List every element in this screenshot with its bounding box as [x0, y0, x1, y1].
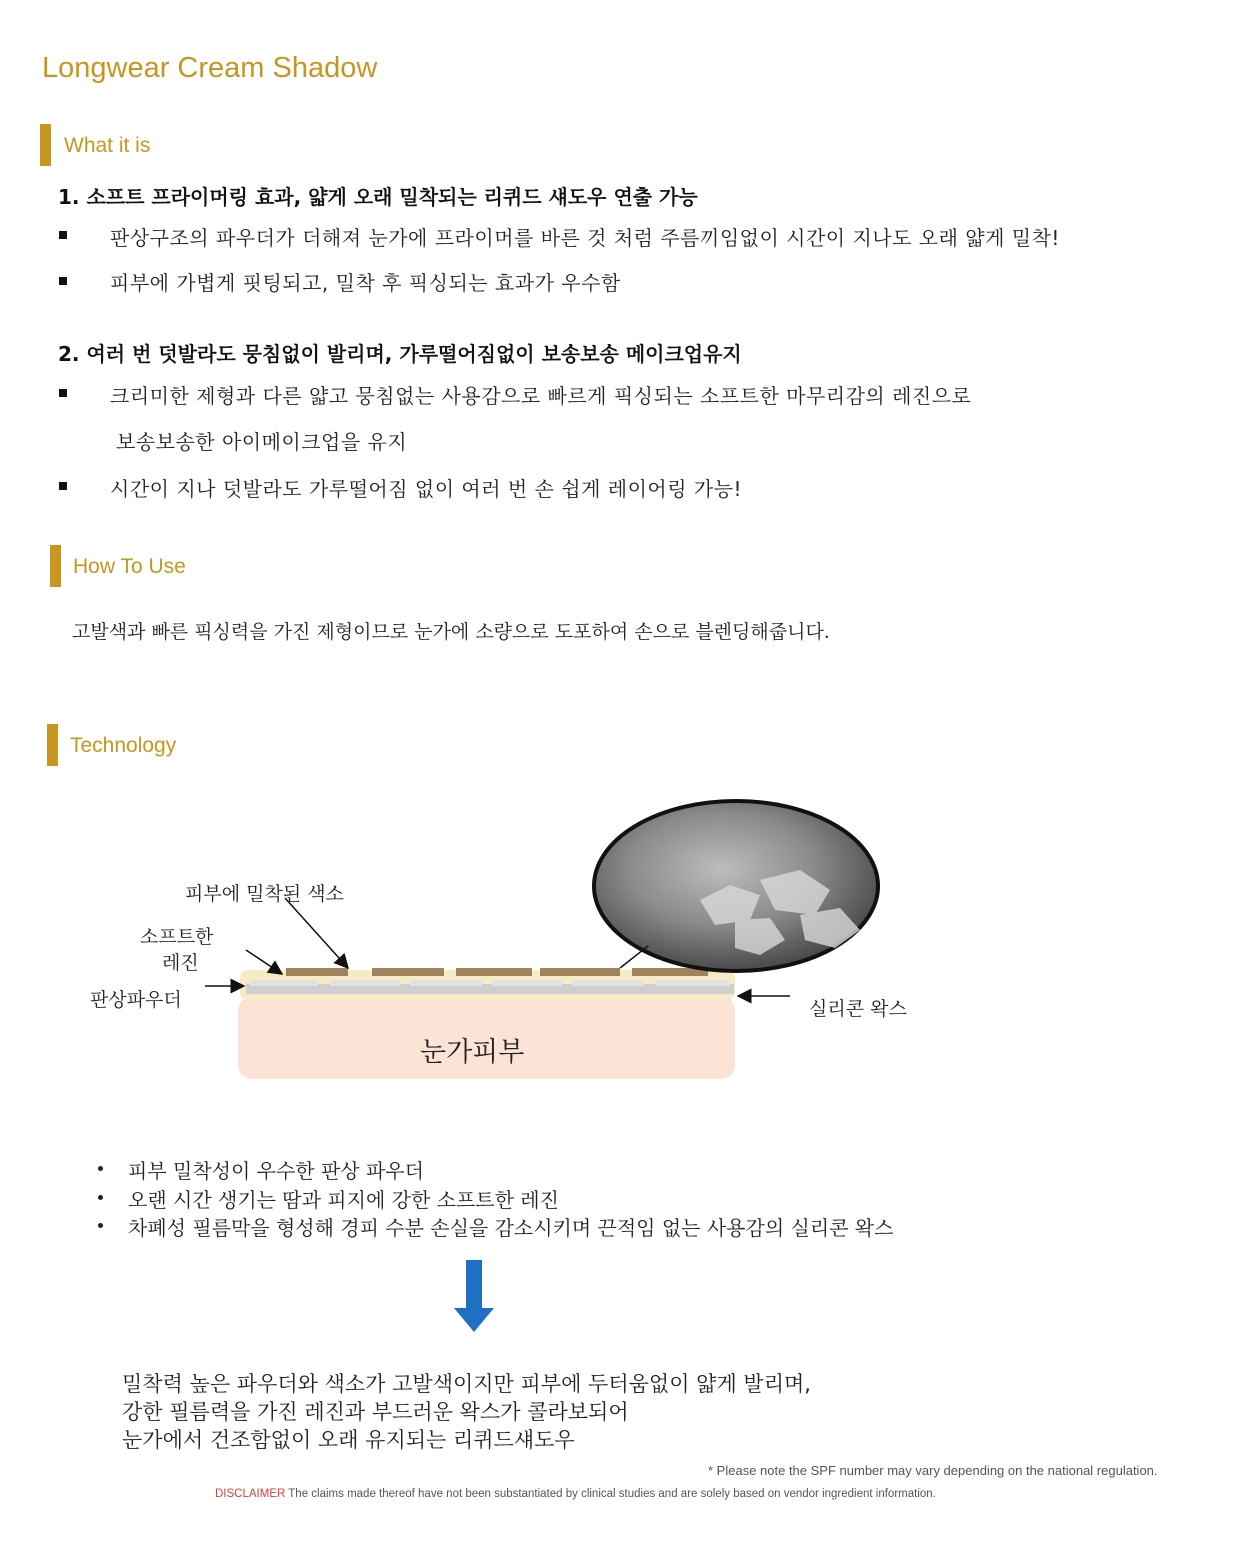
point-1-bullet: 피부에 가볍게 핏팅되고, 밀착 후 픽싱되는 효과가 우수함 [110, 271, 621, 295]
bullet-dot [98, 1195, 103, 1200]
disclaimer-text: The claims made thereof have not been substantiated by clinical studies and are solely based on vendor ingredient information. [285, 1488, 936, 1500]
point-2-heading: 2. 여러 번 덧발라도 뭉침없이 발리며, 가루떨어짐없이 보송보송 메이크업유지 [58, 342, 742, 366]
tech-bullet: 차폐성 필름막을 형성해 경피 수분 손실을 감소시키며 끈적임 없는 사용감의 실리콘 왁스 [128, 1216, 894, 1240]
label-skin: 눈가피부 [420, 1037, 525, 1068]
point-2-bullet: 시간이 지나 덧발라도 가루떨어짐 없이 여러 번 손 쉽게 레이어링 가능! [110, 477, 743, 501]
page-title: Longwear Cream Shadow [42, 52, 378, 84]
bullet-dot [98, 1166, 103, 1171]
result-line: 밀착력 높은 파우더와 색소가 고발색이지만 피부에 두터움없이 얇게 발리며, [122, 1372, 811, 1396]
bullet-marker [59, 277, 67, 285]
disclaimer-label: DISCLAIMER [215, 1488, 286, 1500]
result-line: 눈가에서 건조함없이 오래 유지되는 리퀴드섀도우 [122, 1428, 575, 1452]
down-arrow-icon [454, 1260, 494, 1334]
point-2-bullet-line2: 보송보송한 아이메이크업을 유지 [116, 430, 408, 454]
disclaimer [215, 1488, 936, 1500]
point-1-heading: 1. 소프트 프라이머링 효과, 얇게 오래 밀착되는 리퀴드 섀도우 연출 가능 [58, 185, 698, 209]
bullet-dot [98, 1223, 103, 1228]
label-powder: 판상파우더 [90, 989, 182, 1011]
bullet-marker [59, 482, 67, 490]
section-marker [40, 124, 51, 166]
label-resin-line1: 소프트한 [140, 926, 214, 948]
section-marker [47, 724, 58, 766]
section-title-tech: Technology [70, 734, 177, 757]
point-1-bullet: 판상구조의 파우더가 더해져 눈가에 프라이머를 바른 것 처럼 주름끼임없이 시간이 지나도 오래 얇게 밀착! [110, 226, 1060, 250]
point-2-bullet-line1: 크리미한 제형과 다른 얇고 뭉침없는 사용감으로 빠르게 픽싱되는 소프트한 마무리감의 레진으로 [110, 384, 972, 408]
bullet-marker [59, 389, 67, 397]
label-resin-line2: 레진 [162, 952, 199, 974]
tech-bullet: 오랜 시간 생기는 땀과 피지에 강한 소프트한 레진 [128, 1188, 559, 1212]
section-marker [50, 545, 61, 587]
spf-footnote: * Please note the SPF number may vary depending on the national regulation. [708, 1463, 1158, 1478]
result-line: 강한 필름력을 가진 레진과 부드러운 왁스가 콜라보되어 [122, 1400, 629, 1424]
section-title-how: How To Use [73, 555, 186, 578]
label-wax: 실리콘 왁스 [809, 998, 907, 1020]
section-title-what: What it is [64, 134, 151, 157]
tech-bullet: 피부 밀착성이 우수한 판상 파우더 [128, 1159, 424, 1183]
label-pigment: 피부에 밀착된 색소 [185, 883, 344, 905]
how-to-use-text: 고발색과 빠른 픽싱력을 가진 제형이므로 눈가에 소량으로 도포하여 손으로 블렌딩해줍니다. [72, 621, 830, 643]
bullet-marker [59, 231, 67, 239]
